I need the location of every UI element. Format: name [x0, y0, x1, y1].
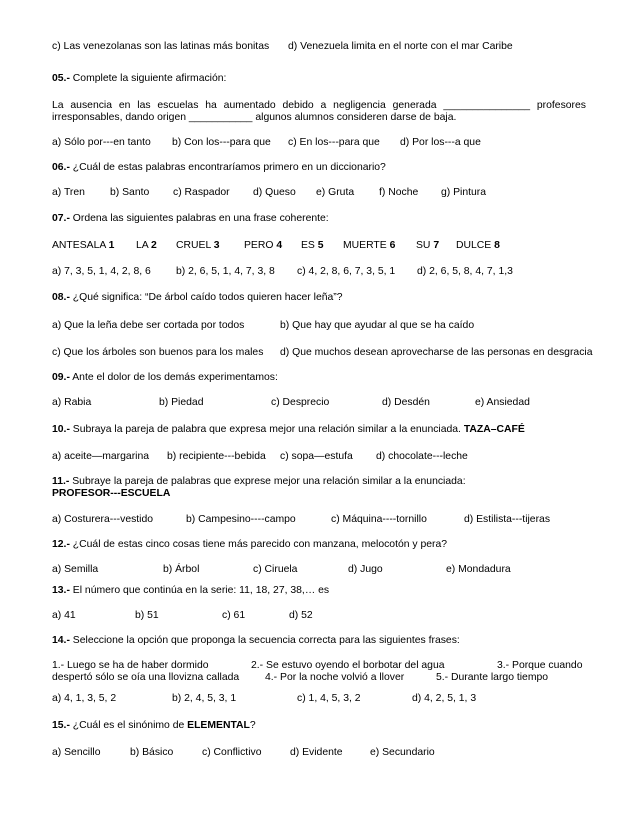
option-d: d) 4, 2, 5, 1, 3 [412, 693, 477, 704]
phrase-3-cont: despertó sólo se oía una llovizna callada [52, 672, 240, 683]
question-text: ¿Cuál de estas cinco cosas tiene más parecido con manzana, melocotón y pera? [72, 539, 448, 550]
option-b: b) 2, 4, 5, 3, 1 [172, 693, 237, 704]
option-a: a) 41 [52, 610, 76, 621]
option-c: c) En los---para que [288, 137, 380, 148]
question-text: Ante el dolor de los demás experimentamos: [72, 372, 278, 383]
phrase-1: 1.- Luego se ha de haber dormido [52, 660, 209, 671]
option-b: b) Santo [110, 187, 150, 198]
word: SU [416, 240, 431, 251]
word-number: 3 [213, 240, 220, 251]
option-d: d) Jugo [348, 564, 383, 575]
question-number: 08.- [52, 292, 70, 303]
option-a: a) Rabia [52, 397, 92, 408]
question-number: 09.- [52, 372, 70, 383]
option-a: a) 4, 1, 3, 5, 2 [52, 693, 117, 704]
option-b: b) Árbol [163, 564, 200, 575]
question-number: 12.- [52, 539, 70, 550]
question-text: ¿Cuál de estas palabras encontraríamos primero en un diccionario? [72, 162, 386, 173]
option-d: d) Desdén [382, 397, 430, 408]
option-d: d) Queso [253, 187, 296, 198]
word: DULCE [456, 240, 492, 251]
q11-given-pair: PROFESOR---ESCUELA [52, 488, 171, 499]
option-c: c) sopa—estufa [280, 451, 353, 462]
question-number: 15.- [52, 720, 70, 731]
word-number: 8 [494, 240, 500, 251]
option-d: d) Por los---a que [400, 137, 481, 148]
option-e: e) Mondadura [446, 564, 511, 575]
option-c: c) 1, 4, 5, 3, 2 [297, 693, 361, 704]
option-f: f) Noche [379, 187, 419, 198]
phrase-4: 4.- Por la noche volvió a llover [265, 672, 405, 683]
q05-statement-line2: irresponsables, dando origen ___________ algunos alumnos consideren darse de baja. [52, 112, 457, 123]
given-pair: TAZA–CAFÉ [463, 424, 525, 435]
question-number: 07.- [52, 213, 70, 224]
option-d: d) 2, 6, 5, 8, 4, 7, 1,3 [417, 266, 513, 277]
word: ANTESALA [52, 240, 106, 251]
option-b: b) Piedad [159, 397, 204, 408]
question-number: 10.- [52, 424, 70, 435]
option-c: c) Las venezolanas son las latinas más bonitas [52, 41, 270, 52]
word: PERO [244, 240, 274, 251]
word: ES [301, 240, 315, 251]
question-end: ? [249, 720, 256, 731]
word-number: 5 [317, 240, 324, 251]
key-word: ELEMENTAL [187, 720, 250, 731]
word: LA [136, 240, 149, 251]
word-number: 6 [389, 240, 396, 251]
word: MUERTE [343, 240, 387, 251]
option-b: b) Que hay que ayudar al que se ha caído [280, 320, 475, 331]
option-c: c) 4, 2, 8, 6, 7, 3, 5, 1 [297, 266, 396, 277]
option-a: a) Costurera---vestido [52, 514, 154, 525]
option-e: e) Secundario [370, 747, 435, 758]
option-a: a) Que la leña debe ser cortada por todos [52, 320, 245, 331]
option-c: c) Conflictivo [202, 747, 262, 758]
question-text: ¿Cuál es el sinónimo de [72, 720, 185, 731]
word-number: 2 [151, 240, 157, 251]
question-text: Ordena las siguientes palabras en una frase coherente: [72, 213, 329, 224]
word: CRUEL [176, 240, 211, 251]
option-b: b) Con los---para que [172, 137, 271, 148]
option-a: a) aceite—margarina [52, 451, 150, 462]
question-number: 13.- [52, 585, 70, 596]
option-d: d) chocolate---leche [376, 451, 468, 462]
option-c: c) Ciruela [253, 564, 298, 575]
option-d: d) Que muchos desean aprovecharse de las personas en desgracia [280, 347, 593, 358]
option-b: b) 51 [135, 610, 159, 621]
option-b: b) Campesino----campo [186, 514, 296, 525]
option-a: a) 7, 3, 5, 1, 4, 2, 8, 6 [52, 266, 151, 277]
phrase-3: 3.- Porque cuando [497, 660, 583, 671]
option-d: d) Estilista---tijeras [464, 514, 551, 525]
question-text: Seleccione la opción que proponga la secuencia correcta para las siguientes frases: [72, 635, 460, 646]
option-b: b) 2, 6, 5, 1, 4, 7, 3, 8 [176, 266, 275, 277]
phrase-2: 2.- Se estuvo oyendo el borbotar del agua [251, 660, 445, 671]
word-number: 4 [276, 240, 283, 251]
option-e: e) Gruta [316, 187, 355, 198]
question-text: Complete la siguiente afirmación: [72, 73, 227, 84]
option-c: c) Que los árboles son buenos para los males [52, 347, 264, 358]
option-d: d) Evidente [290, 747, 343, 758]
question-text: Subraye la pareja de palabras que exprese mejor una relación similar a la enunciada: [72, 476, 466, 487]
option-a: a) Tren [52, 187, 85, 198]
option-e: e) Ansiedad [475, 397, 530, 408]
word-number: 1 [108, 240, 115, 251]
option-c: c) Raspador [173, 187, 230, 198]
phrase-5: 5.- Durante largo tiempo [436, 672, 549, 683]
option-b: b) Básico [130, 747, 174, 758]
option-a: a) Sencillo [52, 747, 101, 758]
q05-statement-line1: La ausencia en las escuelas ha aumentado debido a negligencia generada _______________ profesores [52, 100, 586, 111]
question-number: 06.- [52, 162, 70, 173]
question-number: 14.- [52, 635, 70, 646]
option-a: a) Sólo por---en tanto [52, 137, 151, 148]
word-number: 7 [433, 240, 440, 251]
option-c: c) Desprecio [271, 397, 330, 408]
option-g: g) Pintura [441, 187, 487, 198]
question-number: 11.- [52, 476, 70, 487]
option-b: b) recipiente---bebida [167, 451, 266, 462]
option-d: d) Venezuela limita en el norte con el mar Caribe [288, 41, 513, 52]
option-d: d) 52 [289, 610, 313, 621]
option-c: c) 61 [222, 610, 246, 621]
option-c: c) Máquina----tornillo [331, 514, 427, 525]
question-text: El número que continúa en la serie: 11, 18, 27, 38,… es [72, 585, 330, 596]
option-a: a) Semilla [52, 564, 99, 575]
question-text: ¿Qué significa: “De árbol caído todos quieren hacer leña”? [72, 292, 343, 303]
question-number: 05.- [52, 73, 70, 84]
question-text: Subraya la pareja de palabra que expresa mejor una relación similar a la enunciada. [72, 424, 461, 435]
